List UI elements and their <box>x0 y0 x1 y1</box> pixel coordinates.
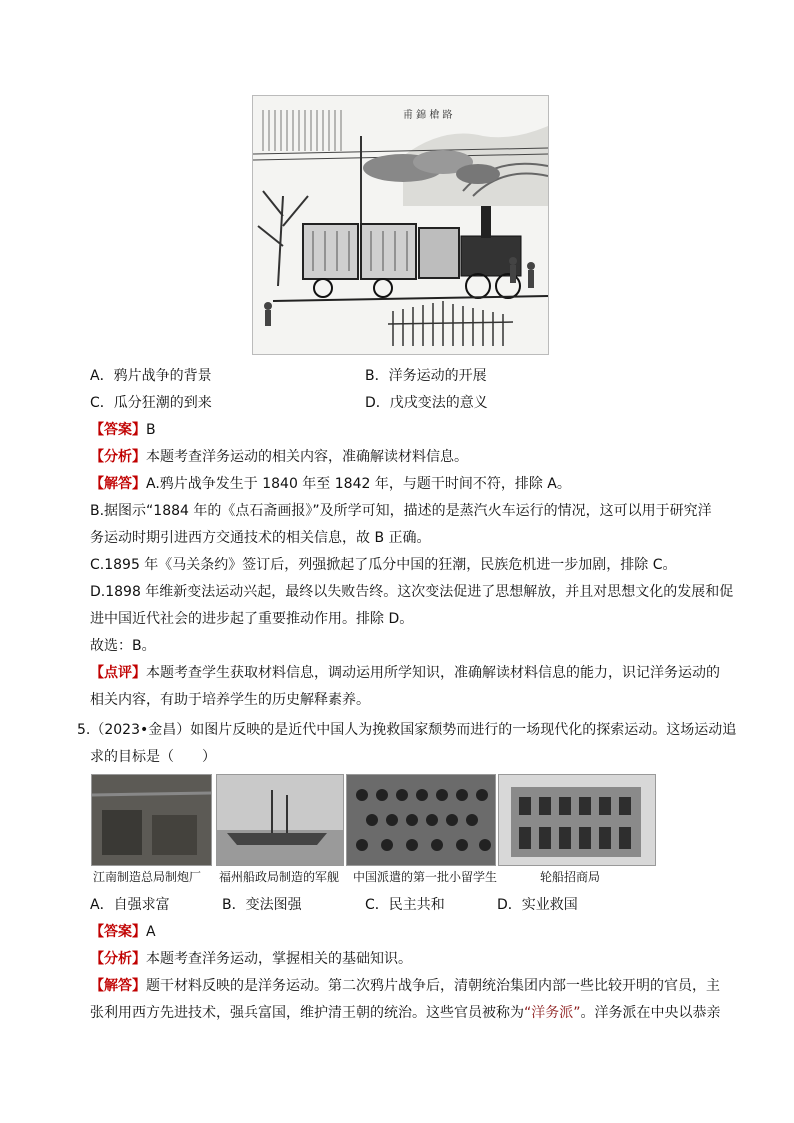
answer-tag: 【答案】 <box>90 422 146 438</box>
warship-photo <box>216 774 344 866</box>
q5-stem-1: 5.（2023•金昌）如图片反映的是近代中国人为挽救国家颓势而进行的一场现代化的探索运动。这场运动追 <box>77 722 737 738</box>
caption-students: 中国派遣的第一批小留学生 <box>353 870 498 884</box>
q5-analysis <box>90 949 412 969</box>
q5-option-a: A．自强求富 <box>90 897 170 913</box>
q4-answer <box>90 420 156 440</box>
comment-tag: 【点评】 <box>90 665 146 681</box>
q5-option-d: D．实业救国 <box>497 897 578 913</box>
answer-tag: 【答案】 <box>90 924 146 940</box>
q5-stem-2: 求的目标是（ ） <box>90 749 216 765</box>
analysis-tag: 【分析】 <box>90 449 146 465</box>
q4-option-a: A．鸦片战争的背景 <box>90 368 212 384</box>
train-engraving-image <box>252 95 549 355</box>
q4-option-b: B．洋务运动的开展 <box>365 368 487 384</box>
q4-comment <box>90 663 720 683</box>
explain-a-text: A.鸦片战争发生于 1840 年至 1842 年，与题干时间不符，排除 A。 <box>146 476 571 492</box>
q4-choose: 故选：B。 <box>90 638 156 654</box>
explain-text-2: 张利用西方先进技术，强兵富国，维护清王朝的统治。这些官员被称为 <box>90 1005 524 1021</box>
q4-comment-2: 相关内容，有助于培养学生的历史解释素养。 <box>90 692 370 708</box>
q4-option-d: D．戊戌变法的意义 <box>365 395 488 411</box>
q4-option-c: C．瓜分狂潮的到来 <box>90 395 212 411</box>
analysis-text: 本题考查洋务运动，掌握相关的基础知识。 <box>146 951 412 967</box>
yangwu-faction-term: “洋务派” <box>524 1005 581 1021</box>
q5-explain-2 <box>90 1003 721 1023</box>
comment-text-1: 本题考查学生获取材料信息，调动运用所学知识，准确解读材料信息的能力，识记洋务运动的 <box>146 665 720 681</box>
q5-answer <box>90 922 156 942</box>
q4-explain-a <box>90 474 571 494</box>
students-photo <box>346 774 496 866</box>
q4-explain-b1: B.据图示“1884 年的《点石斋画报》”及所学可知，描述的是蒸汽火车运行的情况，这可以用于研究洋 <box>90 503 712 519</box>
explain-text-2-tail: 。洋务派在中央以恭亲 <box>580 1005 721 1021</box>
shipping-bureau-photo <box>498 774 656 866</box>
explain-tag: 【解答】 <box>90 978 146 994</box>
caption-shipping-bureau: 轮船招商局 <box>540 870 601 884</box>
answer-value: B <box>146 422 156 438</box>
q4-explain-d2: 进中国近代社会的进步起了重要推动作用。排除 D。 <box>90 611 414 627</box>
arsenal-factory-photo <box>91 774 212 866</box>
engraving-title: 甫 錦 槍 路 <box>403 110 453 121</box>
q5-option-b: B．变法图强 <box>222 897 302 913</box>
q4-analysis <box>90 447 468 467</box>
q5-option-c: C．民主共和 <box>365 897 445 913</box>
caption-arsenal: 江南制造总局制炮厂 <box>93 870 202 884</box>
q4-explain-d1: D.1898 年维新变法运动兴起，最终以失败告终。这次变法促进了思想解放，并且对思想文化的发展和促 <box>90 584 734 600</box>
answer-value: A <box>146 924 156 940</box>
q4-explain-c: C.1895 年《马关条约》签订后，列强掀起了瓜分中国的狂潮，民族危机进一步加剧，排除 C。 <box>90 557 677 573</box>
q5-explain-1 <box>90 976 720 996</box>
q4-explain-b2: 务运动时期引进西方交通技术的相关信息，故 B 正确。 <box>90 530 431 546</box>
caption-warship: 福州船政局制造的军舰 <box>219 870 340 884</box>
explain-text-1: 题干材料反映的是洋务运动。第二次鸦片战争后，清朝统治集团内部一些比较开明的官员，主 <box>146 978 720 994</box>
analysis-text: 本题考查洋务运动的相关内容，准确解读材料信息。 <box>146 449 468 465</box>
explain-tag: 【解答】 <box>90 476 146 492</box>
analysis-tag: 【分析】 <box>90 951 146 967</box>
